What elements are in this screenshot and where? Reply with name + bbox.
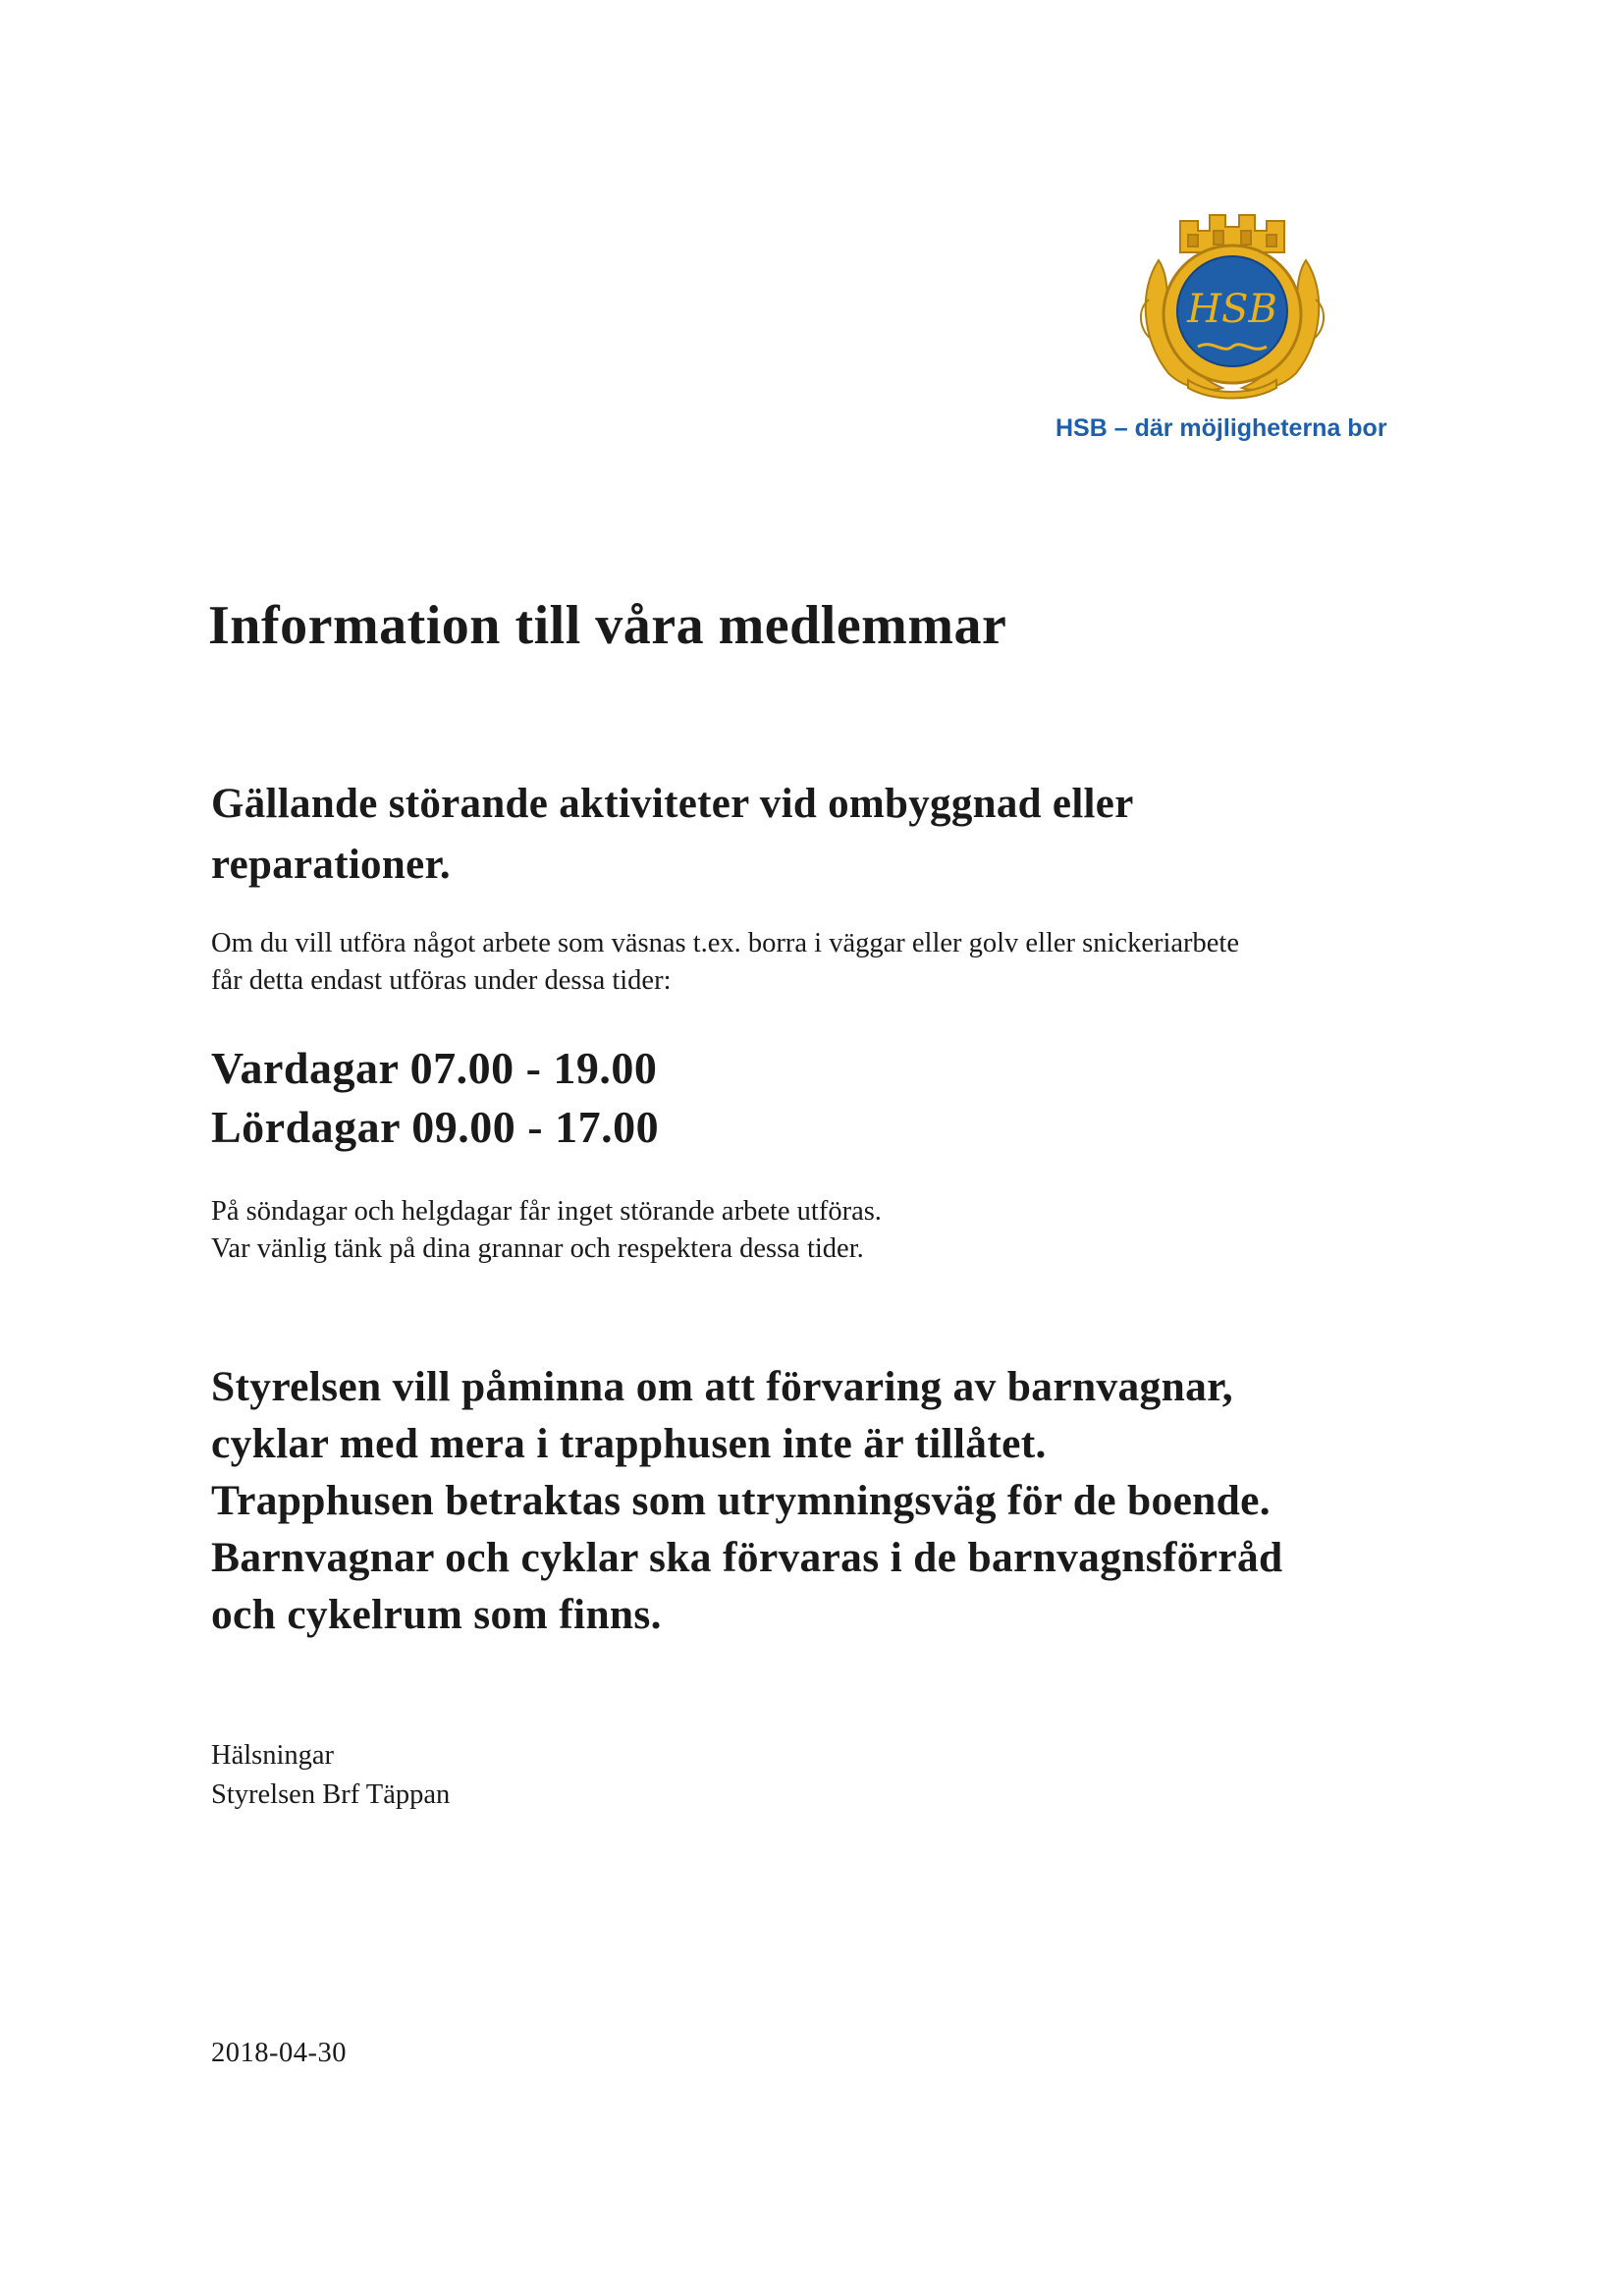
weekday-hours: Vardagar 07.00 - 19.00 <box>211 1043 658 1093</box>
page-title: Information till våra medlemmar <box>208 595 1007 656</box>
logo-tagline: HSB – där möjligheterna bor <box>1056 414 1387 442</box>
section-subheading: Gällande störande aktiviteter vid ombyggnad eller reparationer. <box>211 781 1133 888</box>
greeting: Hälsningar <box>211 1740 335 1771</box>
intro-paragraph <box>211 925 1448 1000</box>
sunday-note <box>211 1193 1389 1268</box>
hsb-crest-icon <box>1129 191 1335 403</box>
sender: Styrelsen Brf Täppan <box>211 1779 451 1810</box>
svg-text:HSB: HSB <box>1187 287 1277 332</box>
intro-line: Om du vill utföra något arbete som väsnas t.ex. borra i väggar eller golv eller snickeriarbete <box>211 928 1239 958</box>
note-line: På söndagar och helgdagar får inget störande arbete utföras. <box>211 1196 882 1227</box>
note-line: Var vänlig tänk på dina grannar och respektera dessa tider. <box>211 1233 864 1264</box>
reminder-line: Barnvagnar och cyklar ska förvaras i de barnvagnsförråd <box>211 1534 1283 1581</box>
hsb-logo <box>1129 191 1335 403</box>
reminder-line: Styrelsen vill påminna om att förvaring av barnvagnar, <box>211 1363 1233 1410</box>
board-reminder <box>211 1358 1488 1643</box>
allowed-hours <box>211 1039 659 1157</box>
reminder-line: Trapphusen betraktas som utrymningsväg för de boende. <box>211 1477 1271 1524</box>
saturday-hours: Lördagar 09.00 - 17.00 <box>211 1102 660 1152</box>
signoff <box>211 1736 450 1815</box>
document-date: 2018-04-30 <box>211 2038 347 2068</box>
reminder-line: cyklar med mera i trapphusen inte är tillåtet. <box>211 1420 1047 1467</box>
reminder-line: och cykelrum som finns. <box>211 1591 662 1638</box>
intro-line: får detta endast utföras under dessa tider: <box>211 965 672 996</box>
